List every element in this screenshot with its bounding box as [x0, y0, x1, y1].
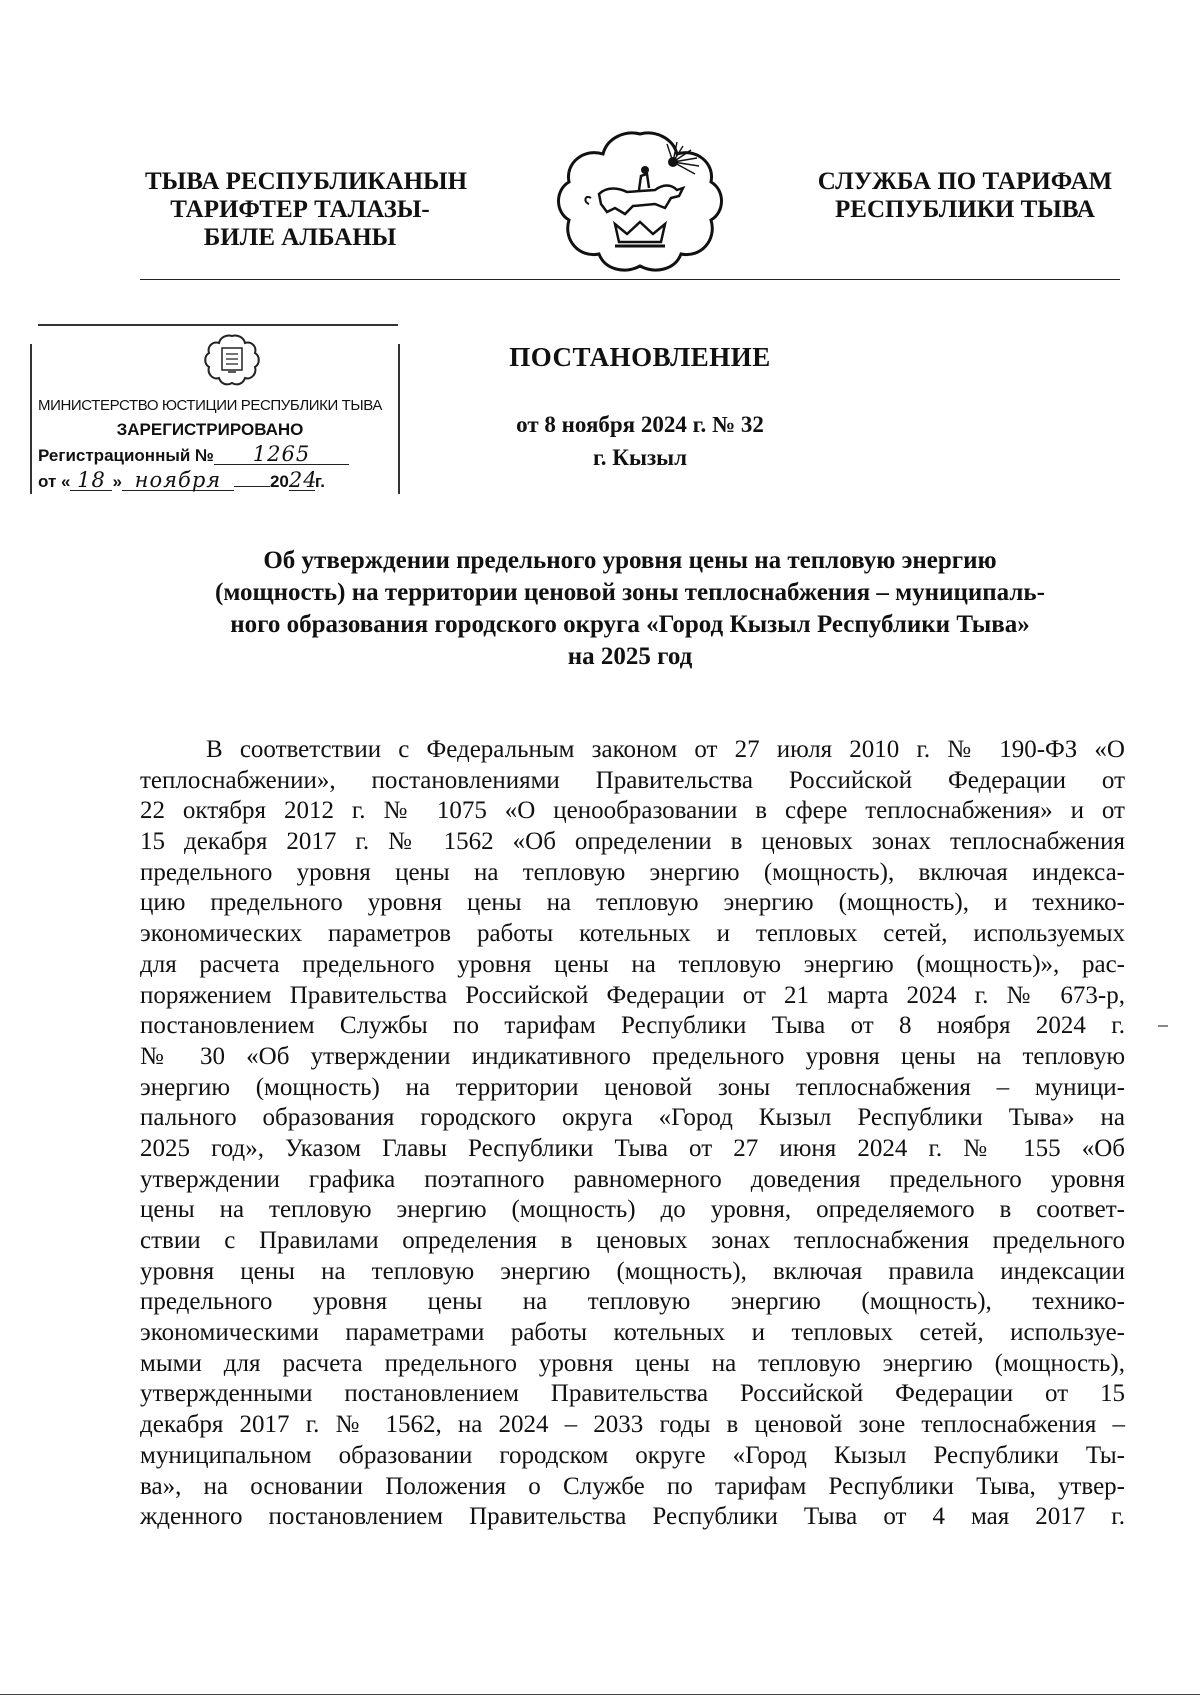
stamp-date-mid: » — [112, 472, 122, 491]
body-line: экономических параметров работы котельных и тепловых сетей, используемых — [140, 920, 1125, 948]
document-title — [140, 545, 1120, 673]
document-title-line: ного образования городского округа «Город Кызыл Республики Тыва» — [230, 611, 1030, 638]
document-title-line: (мощность) на территории ценовой зоны теплоснабжения – муниципаль- — [215, 579, 1045, 606]
page-bottom-edge — [0, 1694, 1200, 1695]
stamp-date-prefix: от « — [38, 472, 71, 491]
stamp-date-year: 24 — [288, 468, 318, 492]
body-line: поряжением Правительства Российской Федерации от 21 марта 2024 г. № 673-р, — [140, 981, 1125, 1009]
document-type: ПОСТАНОВЛЕНИЕ — [509, 342, 771, 372]
registration-stamp — [26, 320, 404, 500]
stamp-ministry-label: МИНИСТЕРСТВО ЮСТИЦИИ РЕСПУБЛИКИ ТЫВА — [38, 397, 383, 414]
body-line: ствии с Правилами определения в ценовых зонах теплоснабжения предельного — [140, 1227, 1125, 1254]
header-right-russian — [805, 168, 1125, 224]
body-line: № 30 «Об утверждении индикативного предельного уровня цены на тепловую — [140, 1042, 1125, 1070]
header-left-line: ТАРИФТЕР ТАЛАЗЫ- — [170, 196, 430, 223]
stamp-date-gap — [234, 486, 270, 487]
header-right-line: РЕСПУБЛИКИ ТЫВА — [835, 196, 1095, 223]
body-line: мыми для расчета предельного уровня цены на тепловую энергию (мощность), — [140, 1349, 1125, 1377]
stamp-registration-number — [38, 444, 398, 466]
body-line: энергию (мощность) на территории ценовой зоны теплоснабжения – муници- — [140, 1073, 1125, 1101]
body-line: цены на тепловую энергию (мощность) до уровня, определяемого в соответ- — [140, 1196, 1125, 1224]
body-line: В соответствии с Федеральным законом от 27 июля 2010 г. № 190-ФЗ «О — [206, 736, 1125, 763]
document-title-line: на 2025 год — [567, 643, 693, 670]
body-line: 22 октября 2012 г. № 1075 «О ценообразовании в сфере теплоснабжения» и от — [140, 797, 1125, 825]
header-divider — [140, 279, 1120, 280]
body-line: постановлением Службы по тарифам Республики Тыва от 8 ноября 2024 г. — [140, 1012, 1125, 1040]
stamp-regno-label: Регистрационный № — [38, 446, 214, 465]
stamp-frame-top — [38, 324, 398, 326]
body-line: ва», на основании Положения о Службе по тарифам Республики Тыва, утвер- — [140, 1472, 1125, 1500]
header-left-line: ТЫВА РЕСПУБЛИКАНЫН — [145, 168, 468, 195]
header-left-line: БИЛЕ АЛБАНЫ — [203, 224, 397, 251]
body-line: декабря 2017 г. № 1562, на 2024 – 2033 годы в ценовой зоне теплоснабжения – — [140, 1411, 1125, 1439]
document-title-line: Об утверждении предельного уровня цены на тепловую энергию — [263, 547, 997, 574]
header-left-tuvan — [145, 168, 468, 252]
stamp-regno-handwritten: 1265 — [214, 444, 349, 465]
body-line: для расчета предельного уровня цены на тепловую энергию (мощность)», рас- — [140, 950, 1125, 978]
body-line: жденного постановлением Правительства Республики Тыва от 4 мая 2017 г. — [140, 1503, 1125, 1531]
body-line: утверждении графика поэтапного равномерного доведения предельного уровня — [140, 1165, 1125, 1193]
scan-speck — [1158, 1025, 1168, 1027]
stamp-date-month: ноября — [122, 470, 234, 491]
body-line: цию предельного уровня цены на тепловую энергию (мощность), и технико- — [140, 889, 1125, 917]
body-line: уровня цены на тепловую энергию (мощность), включая правила индексации — [140, 1257, 1125, 1285]
stamp-frame-left — [30, 344, 32, 494]
document-city: г. Кызыл — [592, 445, 688, 470]
header-right-line: СЛУЖБА ПО ТАРИФАМ — [817, 168, 1113, 195]
body-line: предельного уровня цены на тепловую энергию (мощность), технико- — [140, 1288, 1125, 1316]
body-line: экономическими параметрами работы котельных и тепловых сетей, используе- — [140, 1319, 1125, 1347]
stamp-date-day: 18 — [70, 470, 112, 491]
tuva-coat-of-arms-icon — [555, 128, 725, 274]
body-line: пального образования городского округа «Город Кызыл Республики Тыва» на — [140, 1104, 1125, 1132]
body-line: предельного уровня цены на тепловую энергию (мощность), включая индекса- — [140, 858, 1125, 886]
body-line: теплоснабжении», постановлениями Правительства Российской Федерации от — [140, 766, 1125, 794]
stamp-registered-label: ЗАРЕГИСТРИРОВАНО — [116, 420, 304, 439]
tuva-emblem-small-icon — [204, 332, 260, 388]
stamp-date-year-end: г. — [314, 472, 325, 491]
body-line: муниципальном образовании городском округе «Город Кызыл Республики Ты- — [140, 1441, 1125, 1469]
body-paragraph — [140, 735, 1125, 1533]
body-line: 15 декабря 2017 г. № 1562 «Об определении в ценовых зонах теплоснабжения — [140, 828, 1125, 856]
body-line: утвержденными постановлением Правительства Российской Федерации от 15 — [140, 1380, 1125, 1408]
document-date-number: от 8 ноября 2024 г. № 32 — [516, 412, 764, 437]
stamp-registration-date — [38, 470, 410, 492]
stamp-date-year-prefix: 20 — [269, 472, 289, 491]
body-line: 2025 год», Указом Главы Республики Тыва от 27 июня 2024 г. № 155 «Об — [140, 1134, 1125, 1162]
